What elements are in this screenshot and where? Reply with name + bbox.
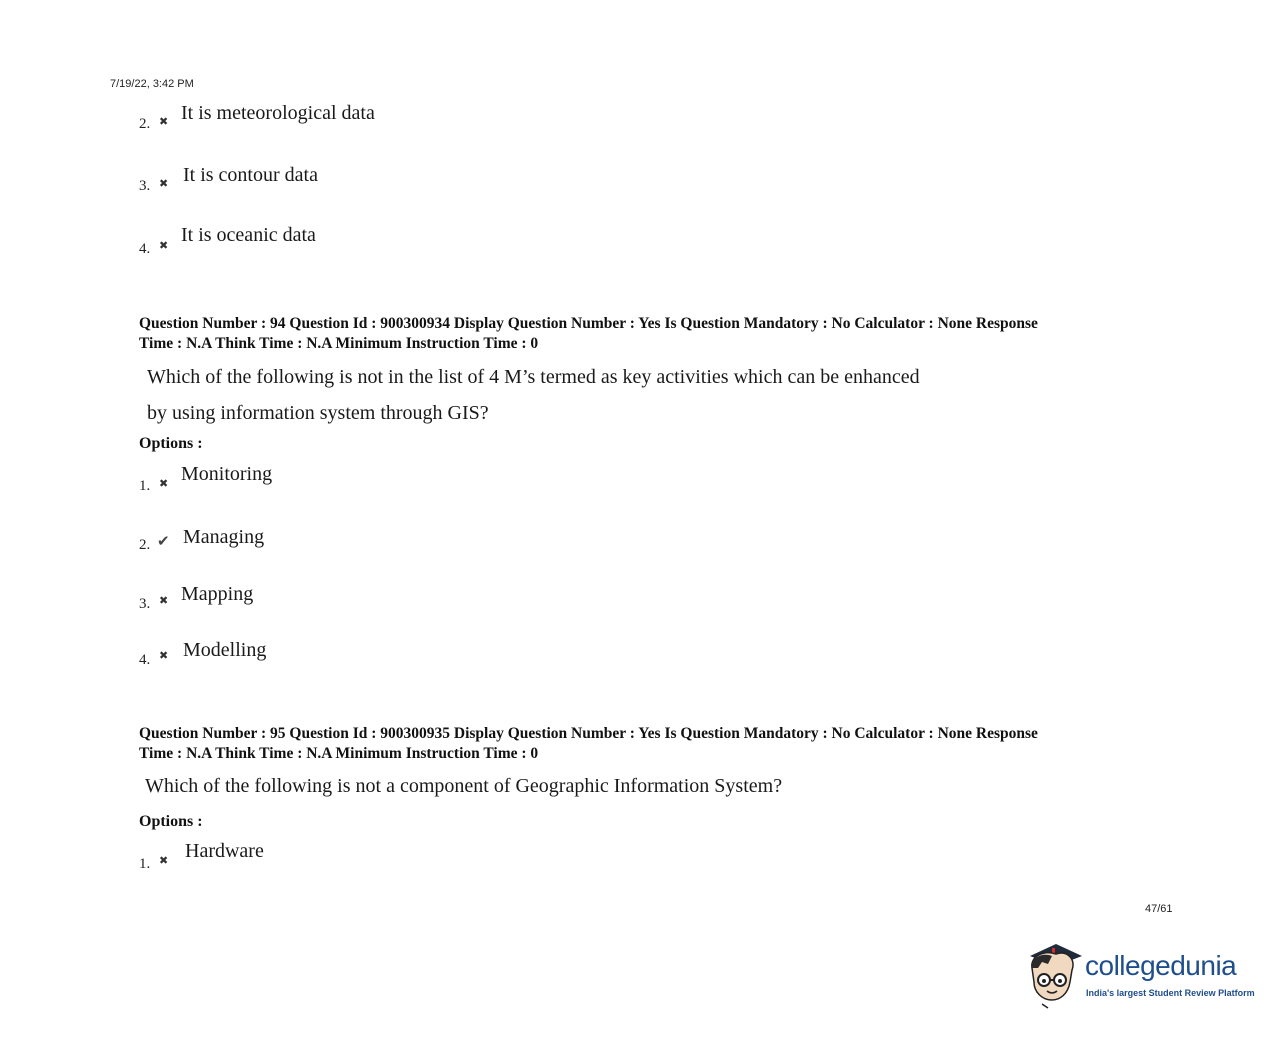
option-number: 1. xyxy=(139,856,151,872)
options-label: Options : xyxy=(139,435,203,452)
question-meta xyxy=(139,724,1159,764)
option-number: 1. xyxy=(139,478,151,494)
option-number: 3. xyxy=(139,596,151,612)
question-meta-line: Time : N.A Think Time : N.A Minimum Instruction Time : 0 xyxy=(139,745,539,762)
option-number: 4. xyxy=(139,241,151,257)
option-text: It is oceanic data xyxy=(181,224,316,246)
cross-icon: ✖ xyxy=(159,649,169,662)
question-meta-line: Question Number : 94 Question Id : 900300934 Display Question Number : Yes Is Question Mandatory : No Calculator : None Response xyxy=(139,315,1038,332)
option-text: Managing xyxy=(183,526,265,548)
option-text: Hardware xyxy=(185,840,264,862)
logo-tagline: India's largest Student Review Platform xyxy=(1086,988,1255,998)
cross-icon: ✖ xyxy=(159,854,169,867)
cross-icon: ✖ xyxy=(159,594,169,607)
question-meta-line: Question Number : 95 Question Id : 900300935 Display Question Number : Yes Is Question Mandatory : No Calculator : None Response xyxy=(139,725,1038,742)
option-text: It is meteorological data xyxy=(181,102,375,124)
question-meta xyxy=(139,314,1159,354)
question-meta-line: Time : N.A Think Time : N.A Minimum Instruction Time : 0 xyxy=(139,335,539,352)
option-text: It is contour data xyxy=(183,164,318,186)
option-number: 2. xyxy=(139,116,151,132)
options-label: Options : xyxy=(139,813,203,830)
logo-wordmark: collegedunia xyxy=(1085,950,1237,981)
option-text: Monitoring xyxy=(181,463,273,485)
mascot-icon xyxy=(1022,938,1086,1010)
question-text: Which of the following is not a component of Geographic Information System? xyxy=(145,775,783,797)
collegedunia-logo xyxy=(1022,938,1262,1010)
question-text: by using information system through GIS? xyxy=(147,402,489,424)
question-text: Which of the following is not in the list of 4 M’s termed as key activities which can be enhanced xyxy=(147,366,920,388)
checkmark-icon: ✔ xyxy=(157,532,170,550)
option-number: 2. xyxy=(139,537,151,553)
cross-icon: ✖ xyxy=(159,239,169,252)
option-text: Mapping xyxy=(181,583,254,605)
cross-icon: ✖ xyxy=(159,115,169,128)
option-number: 4. xyxy=(139,652,151,668)
option-number: 3. xyxy=(139,178,151,194)
cross-icon: ✖ xyxy=(159,177,169,190)
print-timestamp: 7/19/22, 3:42 PM xyxy=(110,78,194,90)
option-text: Modelling xyxy=(183,639,267,661)
cross-icon: ✖ xyxy=(159,477,169,490)
page-number: 47/61 xyxy=(1145,903,1173,915)
